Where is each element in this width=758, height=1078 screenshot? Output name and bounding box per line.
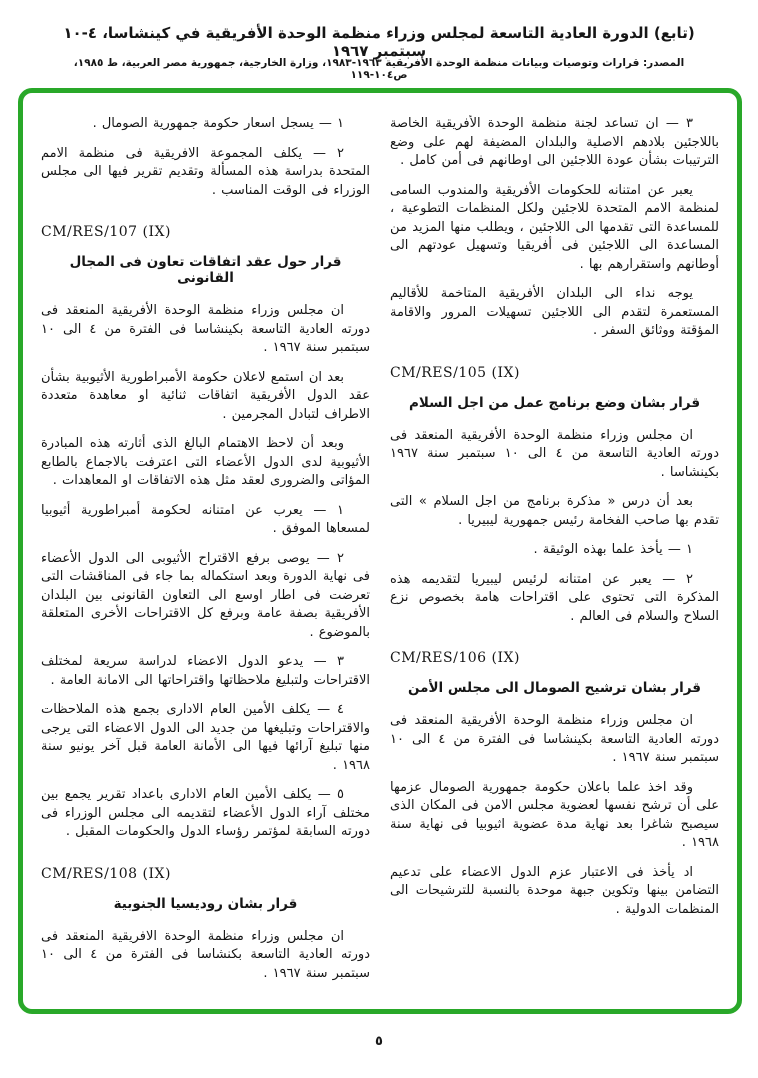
resolution-ref: CM/RES/108 (IX): [41, 865, 171, 882]
resolution-ref: CM/RES/107 (IX): [41, 224, 171, 240]
paragraph: ان مجلس وزراء منظمة الوحدة الأفريقية المنعقد فى دورته العادية التاسعة بكينشاسا فى الفترة من ٤ الى ١٠ سبتمبر سنة ١٩٦٧ .: [390, 713, 719, 765]
paragraph: ان مجلس وزراء منظمة الوحدة الأفريقية المنعقد فى دورته العادية التاسعة بكينشاسا فى الفترة من ٤ الى ١٠ سبتمبر سنة ١٩٦٧ .: [41, 303, 370, 355]
paragraph: ٢ — يعبر عن امتنانه لرئيس ليبيريا لتقديمه هذه المذكرة التى تحتوى على اقتراحات هامة بخصوص نزع السلاح والسلام فى العالم .: [390, 571, 719, 624]
two-column-text: [41, 115, 719, 987]
paragraph: ٢ — يوصى برفع الاقتراح الأثيوبى الى الدول الأعضاء فى نهاية الدورة وبعد استكماله بما جاء فى المناقشات التى تعرضت فى اطار اوسع الى التعاون القانونى بين البلدان الأفريقية بصفة عامة وبرفع كل الاقتراحات الأخرى المتعلقة بالموضوع .: [41, 550, 370, 640]
paragraph: ٢ — يكلف المجموعة الافريقية فى منظمة الامم المتحدة بدراسة هذه المسألة وتقديم تقرير فيها الى مجلس الوزراء فى الوقت المناسب .: [41, 145, 370, 198]
paragraph: وقد اخذ علما باعلان حكومة جمهورية الصومال عزمها على أن ترشح نفسها لعضوية مجلس الامن فى المكان الذى سيصبح شاغرا بعد نهاية مدة عضوية اثيوبيا فى نهاية سنة ١٩٦٨ .: [390, 779, 719, 850]
paragraph: ان مجلس وزراء منظمة الوحدة الافريقية المنعقد فى دورته العادية التاسعة بكنشاسا فى الفترة من ٤ الى ١٠ سبتمبر سنة ١٩٦٧ .: [41, 928, 370, 981]
resolution-title: قرار بشان ترشيح الصومال الى مجلس الأمن: [407, 680, 702, 696]
paragraph: يعبر عن امتنانه للحكومات الأفريقية والمندوب السامى لمنظمة الامم المتحدة للاجئين ولكل المنظمات التطوعية ، للمساعدة التى تقدمها الى اللاجئين ، ويطلب منها المزيد من المساعدة الى اللاجئين فى أفريقيا وتسهيل عودتهم الى أوطانهم واستقرارهم بها .: [390, 182, 719, 272]
paragraph: اد يأخذ فى الاعتبار عزم الدول الاعضاء على تدعيم التضامن بينها وتكوين جبهة موحدة بالنسبة للترشيحات الى المنظمات الدولية .: [390, 864, 719, 917]
page-title: (تابع) الدورة العادية التاسعة لمجلس وزراء منظمة الوحدة الأفريقية في كينشاسا، ٤-١٠ سبتمبر ١٩٦٧: [63, 24, 695, 60]
paragraph: ان مجلس وزراء منظمة الوحدة الأفريقية المنعقد فى دورته العادية التاسعة من ٤ الى ١٠ سبتمبر سنة ١٩٦٧ بكينشاسا .: [390, 427, 719, 480]
green-frame: [18, 88, 742, 1014]
paragraph: ١ — يأخذ علما بهذه الوثيقة .: [533, 542, 693, 557]
resolution-title: قرار بشان روديسيا الجنوبية: [113, 895, 298, 912]
paragraph: ١ — يسجل اسعار حكومة جمهورية الصومال .: [92, 116, 344, 131]
paragraph: ١ — يعرب عن امتنانه لحكومة أمبراطورية أثيوبيا لمسعاها الموفق .: [41, 502, 370, 536]
paragraph: ٣ — ان تساعد لجنة منظمة الوحدة الأفريقية الخاصة باللاجئين بلادهم الاصلية والبلدان المضيفة لهم على وضع الترتيبات بشأن عودة اللاجئين الى اوطانهم فى أمن كامل .: [390, 116, 719, 168]
column-left: [41, 115, 370, 987]
page-number: ٥: [375, 1034, 383, 1049]
paragraph: ٥ — يكلف الأمين العام الادارى باعداد تقرير يجمع بين مختلف آراء الدول الأعضاء لتقديمه الى مجلس الوزراء فى دورته السابقة لمؤتمر رؤساء الدول والحكومات المقبل .: [41, 787, 370, 839]
paragraph: يوجه نداء الى البلدان الأفريقية المتاخمة للأقاليم المستعمرة لتقدم الى اللاجئين تسهيلات المرور والاقامة المؤقتة ووثائق السفر .: [390, 286, 719, 338]
paragraph: وبعد أن لاحظ الاهتمام البالغ الذى أثارته هذه المبادرة الأثيوبية لدى الدول الأعضاء التى اعترفت بالاجماع بالطابع المؤاتى والضرورى لعقد مثل هذه الاتفاقات او المعاهدات .: [41, 436, 370, 488]
paragraph: بعد ان استمع لاعلان حكومة الأمبراطورية الأثيوبية بشأن عقد الدول الأفريقية اتفاقات ثنائية او معاهدة متعددة الاطراف لتبادل المجرمين .: [41, 369, 370, 422]
source-line: المصدر: قرارات وتوصيات وبيانات منظمة الوحدة الأفريقية ١٩٦٣-١٩٨٣، وزارة الخارجية، جمهورية مصر العربية، ط ١٩٨٥، ص١٠٤-١١٩: [73, 57, 685, 81]
column-right: [390, 115, 719, 987]
resolution-ref: CM/RES/106 (IX): [390, 650, 520, 666]
paragraph: ٤ — يكلف الأمين العام الادارى بجمع هذه الملاحظات والاقتراحات وتبليغها من جديد الى الدول الاعضاء التى يرجى منها تبليغ آرائها فيها الى الأمانة العامة قبل آخر يونيو سنة ١٩٦٨ .: [41, 702, 370, 773]
resolution-title: قرار حول عقد اتفاقات تعاون فى المجال القانونى: [69, 254, 342, 286]
paragraph: بعد أن درس « مذكرة برنامج من اجل السلام » التى تقدم بها صاحب الفخامة رئيس جمهورية ليبيريا .: [390, 494, 719, 528]
resolution-title: قرار بشان وضع برنامج عمل من اجل السلام: [408, 394, 701, 411]
paragraph: ٣ — يدعو الدول الاعضاء لدراسة سريعة لمختلف الاقتراحات ولتبليغ ملاحظاتها واقتراحاتها الى الامانة العامة .: [41, 654, 370, 688]
resolution-ref: CM/RES/105 (IX): [390, 364, 520, 381]
